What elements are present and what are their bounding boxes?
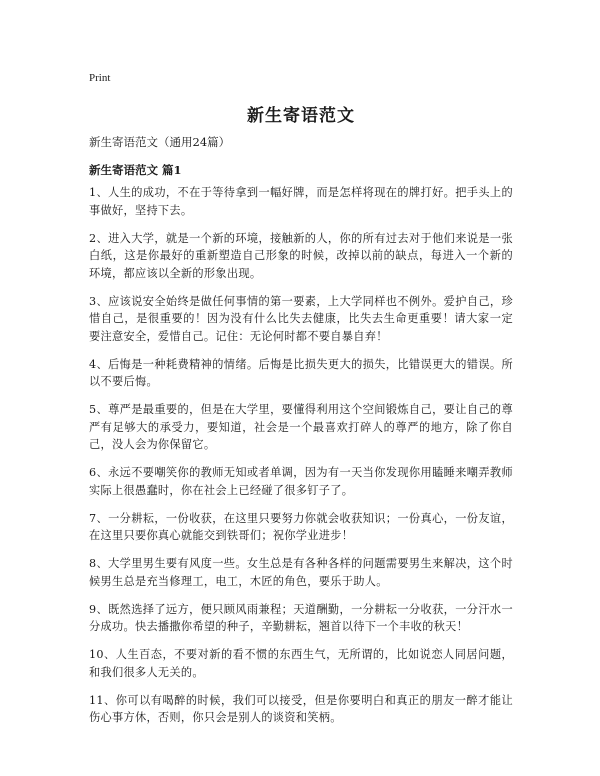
page-title: 新生寄语范文: [247, 106, 355, 126]
paragraph: 8、大学里男生要有风度一些。女生总是有各种各样的问题需要男生来解决，这个时候男生总是充当修理工，电工，木匠的角色，要乐于助人。: [89, 557, 513, 588]
paragraph: 4、后悔是一种耗费精神的情绪。后悔是比损失更大的损失，比错误更大的错误。所以不要后悔。: [89, 357, 513, 388]
print-link[interactable]: Print: [89, 72, 111, 84]
paragraph: 7、一分耕耘，一份收获，在这里只要努力你就会收获知识；一份真心，一份友谊，在这里只要你真心就能交到铁哥们；祝你学业进步！: [89, 511, 513, 542]
paragraph: 5、尊严是最重要的，但是在大学里，要懂得利用这个空间锻炼自己，要让自己的尊严有足够大的承受力，要知道，社会是一个最喜欢打碎人的尊严的地方，除了你自己，没人会为你保留它。: [89, 403, 513, 451]
paragraph: 2、进入大学，就是一个新的环境，接触新的人，你的所有过去对于他们来说是一张白纸，这是你最好的重新塑造自己形象的时候，改掉以前的缺点，每进入一个新的环境，都应该以全新的形象出现。: [89, 231, 513, 280]
paragraph: 6、永远不要嘲笑你的教师无知或者单调，因为有一天当你发现你用瞌睡来嘲弄教师实际上很愚蠢时，你在社会上已经碰了很多钉子了。: [89, 466, 513, 497]
paragraph-list: [89, 184, 513, 737]
paragraph: 10、人生百态，不要对新的看不惯的东西生气，无所谓的，比如说恋人同居问题，和我们很多人无关的。: [89, 648, 513, 679]
paragraph: 1、人生的成功，不在于等待拿到一幅好牌，而是怎样将现在的牌打好。把手头上的事做好，坚持下去。: [89, 186, 513, 217]
paragraph: 3、应该说安全始终是做任何事情的第一要素，上大学同样也不例外。爱护自己，珍惜自己，是很重要的！因为没有什么比失去健康，比失去生命更重要！请大家一定要注意安全，爱惜自己。记住：无论何时都不要自暴自弃！: [89, 294, 513, 343]
paragraph: 9、既然选择了远方，便只顾风雨兼程；天道酬勤，一分耕耘一分收获，一分汗水一分成功。快去播撒你希望的种子，辛勤耕耘，翘首以待下一个丰收的秋天！: [89, 602, 513, 633]
paragraph: 11、你可以有喝醉的时候，我们可以接受，但是你要明白和真正的朋友一醉才能让伤心事方休，否则，你只会是别人的谈资和笑柄。: [89, 693, 513, 724]
document-subtitle: 新生寄语范文（通用24篇）: [89, 135, 231, 149]
section-heading: 新生寄语范文 篇1: [89, 163, 182, 177]
